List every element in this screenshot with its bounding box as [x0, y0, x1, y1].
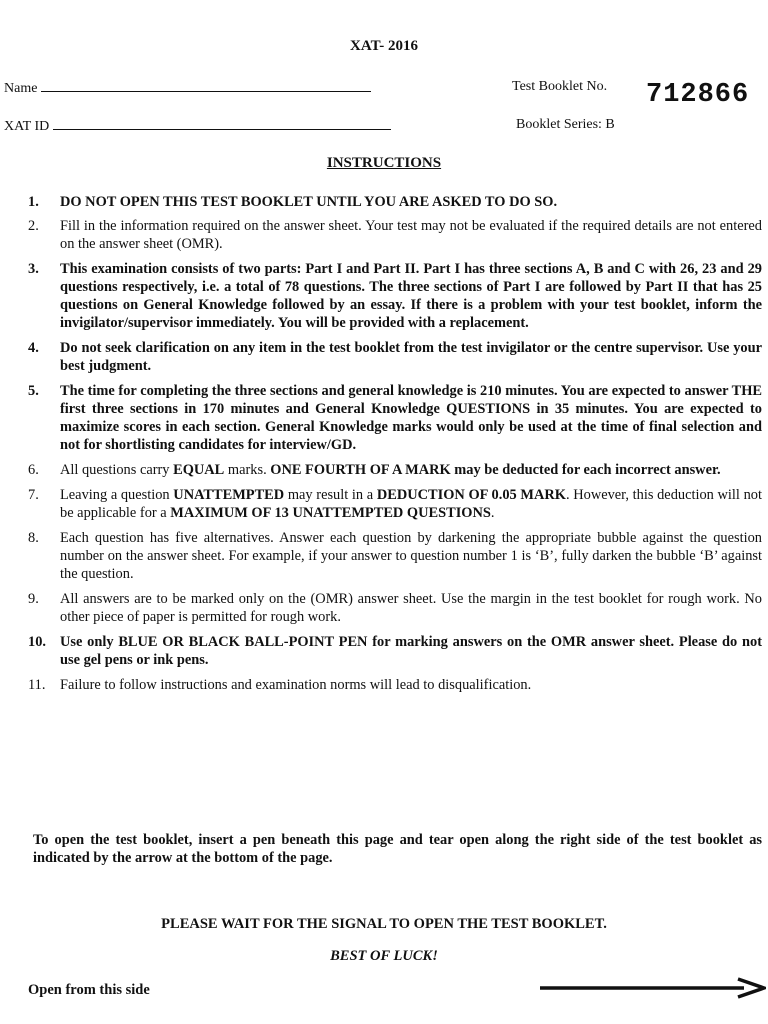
open-from-side-label: Open from this side: [28, 982, 150, 998]
instructions-heading: INSTRUCTIONS: [326, 155, 442, 171]
xat-id-blank-line: [53, 117, 391, 130]
open-booklet-note: To open the test booklet, insert a pen beneath this page and tear open along the right side of the test booklet as indicated by the arrow at the bottom of the page.: [33, 832, 762, 866]
item-text-part: marks.: [224, 462, 271, 478]
wait-signal-text: PLEASE WAIT FOR THE SIGNAL TO OPEN THE TEST BOOKLET.: [161, 916, 607, 932]
page-title: XAT- 2016: [350, 38, 418, 54]
xat-id-field: [4, 117, 391, 135]
item-text: All answers are to be marked only on the (OMR) answer sheet. Use the margin in the test booklet for rough work. No other piece of paper is permitted for rough work.: [60, 591, 762, 625]
instruction-item: [20, 339, 762, 375]
item-text-emphasis: MAXIMUM OF 13 UNATTEMPTED QUESTIONS: [170, 505, 491, 521]
item-number: 8.: [28, 530, 39, 546]
instruction-item: [20, 529, 762, 583]
item-text-emphasis: DEDUCTION OF 0.05 MARK: [376, 487, 566, 503]
instruction-item: [20, 676, 762, 694]
instruction-item: [20, 590, 762, 626]
instruction-item: [20, 260, 762, 332]
name-label: Name: [4, 81, 38, 96]
instruction-item: [20, 461, 762, 479]
item-number: 3.: [28, 261, 39, 277]
item-text: This examination consists of two parts: Part I and Part II. Part I has three sections A, B and C with 26, 23 and 29 questions respectively, i.e. a total of 78 questions. The three sections of Part I are followed by Part II that has 25 questions on General Knowledge followed by an essay. If there is a problem with your test booklet, inform the invigilator/supervisor immediately. You will be provided with a replacement.: [60, 261, 762, 331]
instruction-item: [20, 193, 762, 211]
item-text-part: . However, this deduction will not be applicable for a: [60, 487, 762, 521]
item-number: 10.: [28, 634, 46, 650]
item-number: 2.: [28, 218, 39, 234]
item-text: Each question has five alternatives. Answer each question by darkening the appropriate bubble against the question number on the answer sheet. For example, if your answer to question number 1 is ‘B’, fully darken the bubble ‘B’ against the question.: [60, 530, 762, 582]
item-text: Fill in the information required on the answer sheet. Your test may not be evaluated if the required details are not entered on the answer sheet (OMR).: [60, 218, 762, 252]
item-text-part: may result in a: [284, 487, 377, 503]
item-text-emphasis: EQUAL: [173, 462, 225, 478]
item-number: 7.: [28, 487, 39, 503]
booklet-number: 712866: [646, 80, 750, 110]
item-number: 4.: [28, 340, 39, 356]
instruction-item: [20, 633, 762, 669]
item-number: 1.: [28, 194, 39, 210]
item-text: Do not seek clarification on any item in the test booklet from the test invigilator or the centre supervisor. Use your best judgment.: [60, 340, 762, 374]
booklet-series: Booklet Series: B: [516, 117, 615, 132]
instruction-item: [20, 217, 762, 253]
item-text: Failure to follow instructions and examination norms will lead to disqualification.: [60, 677, 532, 693]
instruction-item: [20, 382, 762, 454]
booklet-no-label: Test Booklet No.: [512, 79, 608, 94]
item-number: 11.: [28, 677, 46, 693]
instruction-item: [20, 486, 762, 522]
item-number: 9.: [28, 591, 39, 607]
item-text: DO NOT OPEN THIS TEST BOOKLET UNTIL YOU ARE ASKED TO DO SO.: [60, 194, 558, 210]
item-text-emphasis: UNATTEMPTED: [173, 487, 285, 503]
name-blank-line: [41, 79, 371, 92]
best-of-luck-text: BEST OF LUCK!: [330, 948, 438, 964]
instructions-list: [20, 193, 762, 694]
item-text: Use only BLUE OR BLACK BALL-POINT PEN for marking answers on the OMR answer sheet. Please do not use gel pens or ink pens.: [60, 634, 762, 668]
item-text: The time for completing the three sections and general knowledge is 210 minutes. You are expected to answer THE first three sections in 170 minutes and General Knowledge QUESTIONS in 35 minutes. You are expected to maximize scores in each section. General Knowledge marks would only be used at the time of final selection and not for shortlisting candidates for interview/GD.: [60, 383, 762, 453]
item-number: 5.: [28, 383, 39, 399]
item-text-part: .: [490, 505, 495, 521]
item-text-emphasis: ONE FOURTH OF A MARK may be deducted for each incorrect answer.: [270, 462, 721, 478]
name-field: [4, 79, 371, 97]
item-text-part: Leaving a question: [60, 487, 174, 503]
item-number: 6.: [28, 462, 39, 478]
xat-id-label: XAT ID: [4, 119, 50, 134]
item-text-part: All questions carry: [60, 462, 174, 478]
right-arrow-icon: [538, 976, 766, 1000]
